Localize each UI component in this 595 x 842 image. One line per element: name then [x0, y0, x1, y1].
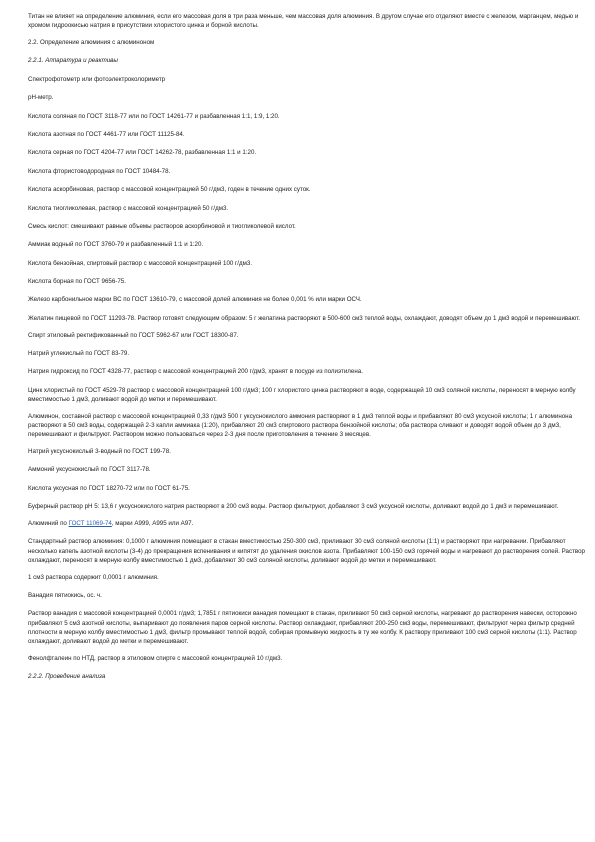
- paragraph-gelatin: Желатин пищевой по ГОСТ 11293-78. Раствор готовят следующим образом: 5 г желатина растворяют в 500-600 см3 теплой воды, охлаждают, доводят объем до 1 дм3 водой и перемешивают.: [28, 314, 580, 322]
- subsection-heading-analysis: 2.2.2. Проведение анализа: [28, 673, 106, 681]
- aluminum-prefix: Алюминий по: [28, 520, 69, 527]
- paragraph-ph-meter: рН-метр.: [28, 94, 54, 102]
- paragraph-sulfuric-acid: Кислота серная по ГОСТ 4204-77 или ГОСТ 14262-78, разбавленная 1:1 и 1:20.: [28, 149, 257, 157]
- paragraph-nitric-acid: Кислота азотная по ГОСТ 4461-77 или ГОСТ 11125-84.: [28, 130, 185, 138]
- paragraph-hydrochloric-acid: Кислота соляная по ГОСТ 3118-77 или по ГОСТ 14261-77 и разбавленная 1:1, 1:9, 1:20.: [28, 112, 280, 120]
- paragraph-thioglycolic-acid: Кислота тиогликолевая, раствор с массовой концентрацией 50 г/дм3.: [28, 204, 229, 212]
- paragraph-acetic-acid: Кислота уксусная по ГОСТ 18270-72 или по ГОСТ 61-75.: [28, 484, 190, 492]
- paragraph-vanadium-solution: Раствор ванадия с массовой концентрацией 0,0001 г/дм3; 1,7851 г пятиокиси ванадия помещают в стакан, приливают 50 см3 серной кислоты, нагревают до растворения навески, осторожно прибавляют 5 см3 азотной кислоты, выпаривают до появления паров серной кислоты. Раствор охлаждают, прибавляют 200-250 см3 воды, перемешивают, фильтруют через фильтр средней плотности в мерную колбу вместимостью 1 дм3, фильтр промывают теплой водой, собирая промывную жидкость в ту же колбу. К раствору приливают 100 см3 серной кислоты (1:1). Раствор охлаждают, доливают водой до метки и перемешивают.: [28, 610, 577, 645]
- paragraph-benzoic-acid: Кислота бензойная, спиртовый раствор с массовой концентрацией 100 г/дм3.: [28, 259, 253, 267]
- gost-link[interactable]: ГОСТ 11069-74: [68, 520, 112, 527]
- paragraph-phenolphthalein: Фенолфталеин по НТД, раствор в этиловом спирте с массовой концентрацией 10 г/дм3.: [28, 654, 283, 662]
- paragraph-acid-mixture: Смесь кислот: смешивают равные объемы растворов аскорбиновой и тиогликолевой кислот.: [28, 222, 296, 230]
- paragraph-standard-aluminum-solution: Стандартный раствор алюминия: 0,1000 г алюминия помещают в стакан вместимостью 250-300 см3, приливают 30 см3 соляной кислоты (1:1) и растворяют при нагревании. Прибавляют несколько капель азотной кислоты (3-4) до прекращения вспенивания и кипятят до удаления окислов азота. Прибавляют 100-150 см3 горячей воды и нагревают до растворения солей. Раствор охлаждают, переносят в мерную колбу вместимостью 1 дм3, добавляют 30 см3 соляной кислоты, доливают водой до метки и перемешивают.: [28, 538, 586, 564]
- paragraph-ammonia: Аммиак водный по ГОСТ 3760-79 и разбавленный 1:1 и 1:20.: [28, 241, 204, 249]
- paragraph-aluminon-solution: Алюминон, составной раствор с массовой концентрацией 0,33 г/дм3 500 г уксуснокислого аммония растворяют в 1 дм3 теплой воды и прибавляют 80 см3 уксусной кислоты; 1 г алюминона растворяют в 50 см3 воды, содержащей 2-3 капли аммиака (1:20), прибавляют 20 см3 спиртового раствора бензойной кислоты; оба раствора сливают и доводят водой объем до 3 дм3, перемешивают и фильтруют. Раствором можно пользоваться через 2-3 дня после приготовления в течение 3 месяцев.: [28, 412, 573, 439]
- subsection-heading-equipment: 2.2.1. Аппаратура и реактивы: [28, 57, 118, 65]
- paragraph-ammonium-acetate: Аммоний уксуснокислый по ГОСТ 3117-78.: [28, 466, 151, 474]
- paragraph-sodium-hydroxide: Натрия гидроксид по ГОСТ 4328-77, раствор с массовой концентрацией 200 г/дм3, хранят в посуде из полиэтилена.: [28, 368, 363, 376]
- paragraph-buffer-solution: Буферный раствор рН 5: 13,6 г уксуснокислого натрия растворяют в 200 см3 воды. Раствор фильтруют, добавляют 3 см3 уксусной кислоты, доливают водой до 1 дм3 и перемешивают.: [28, 503, 559, 511]
- aluminum-suffix: , марки А999, А995 или А97.: [111, 520, 194, 527]
- paragraph-ascorbic-acid: Кислота аскорбиновая, раствор с массовой концентрацией 50 г/дм3, годен в течение одних суток.: [28, 186, 311, 194]
- section-heading-aluminon: 2.2. Определение алюминия с алюминоном: [28, 39, 155, 46]
- paragraph-hydrofluoric-acid: Кислота фтористоводородная по ГОСТ 10484-78.: [28, 167, 171, 175]
- paragraph-spectrophotometer: Спектрофотометр или фотоэлектроколориметр: [28, 75, 166, 83]
- paragraph-boric-acid: Кислота борная по ГОСТ 9656-75.: [28, 278, 126, 286]
- paragraph-sodium-acetate: Натрий уксуснокислый 3-водный по ГОСТ 199-78.: [28, 448, 171, 456]
- paragraph-zinc-chloride: Цинк хлористый по ГОСТ 4529-78 раствор с массовой концентрацией 100 г/дм3; 100 г хлористого цинка растворяют в воде, содержащей 10 см3 соляной кислоты, переносят в мерную колбу вместимостью 1 дм3, доливают водой до метки и перемешивают.: [28, 386, 576, 404]
- paragraph-aluminum: [28, 519, 587, 528]
- paragraph-carbonyl-iron: Железо карбонильное марки ВС по ГОСТ 13610-79, с массовой долей алюминия не более 0,001 % или марки ОСЧ.: [28, 296, 362, 304]
- paragraph-aluminum-content: 1 см3 раствора содержит 0,0001 г алюминия.: [28, 573, 159, 581]
- paragraph-vanadium-pentoxide: Ванадия пятиокись, ос. ч.: [28, 591, 102, 599]
- paragraph-titanium-note: Титан не влияет на определение алюминия, если его массовая доля в три раза меньше, чем массовая доля алюминия. В другом случае его отделяют вместе с железом, марганцем, медью и хромом гидроокисью натрия в присутствии хлористого цинка и борной кислоты.: [28, 13, 579, 30]
- paragraph-ethyl-alcohol: Спирт этиловый ректификованный по ГОСТ 5962-67 или ГОСТ 18300-87.: [28, 331, 239, 339]
- paragraph-sodium-carbonate: Натрий углекислый по ГОСТ 83-79.: [28, 350, 130, 358]
